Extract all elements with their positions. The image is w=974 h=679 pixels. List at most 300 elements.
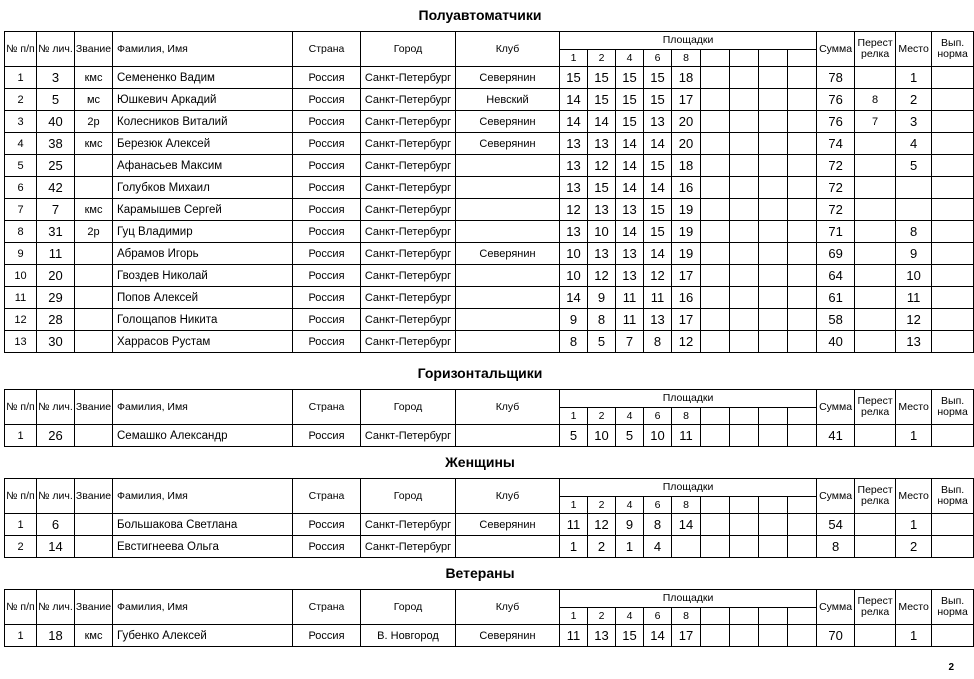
cell-score: 14 [560,287,588,309]
cell-perestrelka [855,155,896,177]
cell-score: 12 [588,265,616,287]
cell-score [701,111,730,133]
cell-rank [75,536,113,558]
cell-city: Санкт-Петербург [361,536,456,558]
cell-score [759,243,788,265]
cell-score: 19 [672,199,701,221]
cell-score [730,111,759,133]
cell-club [456,177,560,199]
cell-score: 13 [644,111,672,133]
cell-norm [932,243,974,265]
cell-score [788,425,817,447]
cell-perestrelka [855,133,896,155]
results-table [4,389,974,447]
cell-score [730,287,759,309]
header-sum: Сумма [817,479,855,514]
cell-num: 1 [5,625,37,647]
cell-score [672,536,701,558]
cell-score: 5 [588,331,616,353]
cell-num: 8 [5,221,37,243]
cell-num: 11 [5,287,37,309]
cell-num: 2 [5,89,37,111]
cell-score: 14 [672,514,701,536]
cell-score: 19 [672,243,701,265]
cell-place: 5 [896,155,932,177]
cell-score [759,287,788,309]
header-ploshadka-col: 6 [644,408,672,425]
cell-country: Россия [293,89,361,111]
cell-name: Абрамов Игорь [113,243,293,265]
cell-score [788,514,817,536]
cell-score [788,243,817,265]
header-country: Страна [293,32,361,67]
cell-score: 13 [644,309,672,331]
header-ploshadka-col [701,497,730,514]
cell-name: Семененко Вадим [113,67,293,89]
cell-city: Санкт-Петербург [361,331,456,353]
cell-score: 15 [588,177,616,199]
cell-club [456,536,560,558]
header-country: Страна [293,590,361,625]
cell-score: 10 [588,425,616,447]
cell-score: 13 [560,133,588,155]
header-city: Город [361,590,456,625]
cell-score: 17 [672,265,701,287]
cell-lic: 26 [37,425,75,447]
cell-country: Россия [293,155,361,177]
cell-score [730,199,759,221]
cell-score [730,133,759,155]
cell-lic: 18 [37,625,75,647]
cell-score: 14 [588,111,616,133]
cell-city: Санкт-Петербург [361,89,456,111]
cell-city: Санкт-Петербург [361,177,456,199]
cell-sum: 70 [817,625,855,647]
cell-rank [75,331,113,353]
cell-sum: 72 [817,177,855,199]
cell-sum: 54 [817,514,855,536]
header-ploshadka-col [788,608,817,625]
cell-score: 14 [616,133,644,155]
cell-score: 11 [672,425,701,447]
cell-num: 13 [5,331,37,353]
cell-score [788,536,817,558]
cell-score [788,331,817,353]
cell-score: 15 [616,111,644,133]
cell-lic: 25 [37,155,75,177]
cell-city: Санкт-Петербург [361,111,456,133]
table-row [5,425,974,447]
cell-rank [75,309,113,331]
header-ploshadka-col: 4 [616,608,644,625]
header-ploshadki: Площадки [560,390,817,408]
cell-score [701,425,730,447]
table-row [5,199,974,221]
cell-sum: 76 [817,89,855,111]
cell-score [788,199,817,221]
cell-score [701,67,730,89]
cell-score: 8 [644,514,672,536]
cell-num: 1 [5,67,37,89]
cell-lic: 5 [37,89,75,111]
table-row [5,625,974,647]
cell-score: 14 [644,133,672,155]
cell-norm [932,331,974,353]
cell-score [701,625,730,647]
cell-sum: 69 [817,243,855,265]
table-row [5,265,974,287]
cell-place: 2 [896,89,932,111]
table-row [5,67,974,89]
cell-score: 1 [560,536,588,558]
cell-score: 4 [644,536,672,558]
cell-score: 11 [644,287,672,309]
cell-score [730,331,759,353]
cell-score [788,177,817,199]
header-city: Город [361,32,456,67]
cell-score: 12 [588,155,616,177]
cell-score: 20 [672,111,701,133]
cell-score: 8 [644,331,672,353]
cell-city: Санкт-Петербург [361,133,456,155]
cell-score: 13 [560,221,588,243]
header-ploshadka-col: 1 [560,497,588,514]
header-ploshadka-col: 6 [644,50,672,67]
cell-score [759,265,788,287]
cell-club [456,425,560,447]
cell-club: Северянин [456,514,560,536]
cell-name: Гуц Владимир [113,221,293,243]
header-sum: Сумма [817,590,855,625]
cell-score: 14 [560,111,588,133]
cell-name: Колесников Виталий [113,111,293,133]
cell-country: Россия [293,243,361,265]
table-row [5,243,974,265]
cell-perestrelka [855,425,896,447]
header-lic: № лич. [37,32,75,67]
cell-score: 14 [616,221,644,243]
cell-lic: 20 [37,265,75,287]
header-ploshadka-col: 2 [588,408,616,425]
header-country: Страна [293,479,361,514]
cell-score [788,309,817,331]
header-ploshadka-col: 1 [560,50,588,67]
cell-city: Санкт-Петербург [361,287,456,309]
cell-score: 15 [644,89,672,111]
cell-place [896,177,932,199]
cell-score [730,67,759,89]
cell-country: Россия [293,287,361,309]
cell-country: Россия [293,625,361,647]
cell-score [759,221,788,243]
section-title: Женщины [445,454,515,470]
header-perestrelka: Перест релка [855,479,896,514]
cell-sum: 8 [817,536,855,558]
header-place: Место [896,390,932,425]
header-ploshadki: Площадки [560,590,817,608]
cell-city: Санкт-Петербург [361,221,456,243]
cell-score [730,177,759,199]
cell-norm [932,177,974,199]
cell-country: Россия [293,221,361,243]
cell-club [456,309,560,331]
cell-score: 17 [672,309,701,331]
cell-perestrelka [855,514,896,536]
cell-score [701,199,730,221]
header-name: Фамилия, Имя [113,390,293,425]
cell-country: Россия [293,199,361,221]
table-row [5,287,974,309]
cell-rank: 2р [75,111,113,133]
header-city: Город [361,390,456,425]
cell-num: 6 [5,177,37,199]
cell-score: 15 [616,625,644,647]
cell-perestrelka [855,199,896,221]
cell-score: 14 [560,89,588,111]
cell-lic: 40 [37,111,75,133]
cell-score: 14 [644,243,672,265]
table-row [5,536,974,558]
cell-norm [932,199,974,221]
cell-score: 17 [672,89,701,111]
cell-norm [932,155,974,177]
cell-rank [75,155,113,177]
cell-score [730,514,759,536]
cell-score [759,514,788,536]
cell-score: 7 [616,331,644,353]
cell-score [730,155,759,177]
cell-name: Юшкевич Аркадий [113,89,293,111]
cell-score: 14 [644,177,672,199]
cell-score: 13 [560,155,588,177]
cell-score: 8 [588,309,616,331]
cell-lic: 11 [37,243,75,265]
header-ploshadka-col: 4 [616,408,644,425]
cell-score [788,133,817,155]
header-country: Страна [293,390,361,425]
cell-score [788,67,817,89]
cell-score: 13 [588,243,616,265]
cell-club: Северянин [456,133,560,155]
cell-score: 13 [588,625,616,647]
header-norm: Вып. норма [932,390,974,425]
cell-place [896,199,932,221]
cell-score: 2 [588,536,616,558]
cell-num: 1 [5,425,37,447]
cell-lic: 38 [37,133,75,155]
cell-score: 12 [588,514,616,536]
cell-sum: 40 [817,331,855,353]
header-ploshadka-col: 1 [560,608,588,625]
cell-place: 1 [896,625,932,647]
header-ploshadka-col: 8 [672,408,701,425]
header-perestrelka: Перест релка [855,390,896,425]
cell-num: 9 [5,243,37,265]
table-row [5,514,974,536]
cell-club: Северянин [456,67,560,89]
cell-rank [75,265,113,287]
cell-lic: 7 [37,199,75,221]
cell-score: 11 [560,514,588,536]
cell-name: Большакова Светлана [113,514,293,536]
table-row [5,89,974,111]
cell-score [788,221,817,243]
cell-rank: кмс [75,625,113,647]
cell-perestrelka: 8 [855,89,896,111]
cell-score: 12 [644,265,672,287]
cell-norm [932,111,974,133]
cell-score [730,243,759,265]
cell-name: Харрасов Рустам [113,331,293,353]
cell-score: 14 [644,625,672,647]
cell-score [701,221,730,243]
cell-country: Россия [293,133,361,155]
cell-club [456,265,560,287]
cell-num: 12 [5,309,37,331]
cell-country: Россия [293,111,361,133]
cell-score: 11 [616,287,644,309]
section-title: Полуавтоматчики [418,7,542,23]
header-lic: № лич. [37,479,75,514]
cell-perestrelka [855,536,896,558]
cell-score: 9 [560,309,588,331]
results-table [4,478,974,558]
cell-place: 1 [896,425,932,447]
header-ploshadka-col [759,608,788,625]
header-place: Место [896,32,932,67]
cell-name: Афанасьев Максим [113,155,293,177]
cell-score: 15 [644,199,672,221]
cell-place: 2 [896,536,932,558]
cell-score [730,536,759,558]
cell-score: 15 [644,67,672,89]
cell-place: 13 [896,331,932,353]
cell-score [730,89,759,111]
cell-city: Санкт-Петербург [361,243,456,265]
cell-norm [932,514,974,536]
header-ploshadka-col: 2 [588,50,616,67]
table-row [5,177,974,199]
cell-norm [932,287,974,309]
cell-score: 17 [672,625,701,647]
cell-perestrelka [855,309,896,331]
cell-score [730,265,759,287]
cell-rank: кмс [75,133,113,155]
cell-rank [75,425,113,447]
cell-city: Санкт-Петербург [361,155,456,177]
header-name: Фамилия, Имя [113,590,293,625]
header-ploshadka-col: 2 [588,608,616,625]
cell-score [701,243,730,265]
cell-score: 13 [616,265,644,287]
cell-score [759,425,788,447]
cell-lic: 31 [37,221,75,243]
cell-place: 12 [896,309,932,331]
cell-rank [75,243,113,265]
cell-score: 13 [616,199,644,221]
cell-norm [932,536,974,558]
cell-num: 1 [5,514,37,536]
cell-score: 15 [588,89,616,111]
cell-score [701,89,730,111]
cell-score [701,177,730,199]
cell-sum: 72 [817,199,855,221]
cell-score: 18 [672,67,701,89]
cell-score [759,111,788,133]
cell-perestrelka [855,67,896,89]
cell-score [701,265,730,287]
cell-score: 15 [616,89,644,111]
cell-score: 20 [672,133,701,155]
header-lic: № лич. [37,390,75,425]
cell-lic: 30 [37,331,75,353]
cell-score [759,309,788,331]
cell-num: 5 [5,155,37,177]
cell-club: Северянин [456,625,560,647]
cell-rank [75,287,113,309]
cell-score [730,425,759,447]
cell-score: 15 [644,221,672,243]
header-ploshadka-col [701,408,730,425]
header-ploshadka-col [730,497,759,514]
header-ploshadka-col: 4 [616,50,644,67]
cell-score [730,221,759,243]
cell-name: Карамышев Сергей [113,199,293,221]
cell-place: 10 [896,265,932,287]
cell-city: Санкт-Петербург [361,199,456,221]
cell-city: Санкт-Петербург [361,265,456,287]
header-norm: Вып. норма [932,590,974,625]
cell-sum: 76 [817,111,855,133]
cell-sum: 41 [817,425,855,447]
cell-club: Северянин [456,243,560,265]
header-ploshadka-col: 2 [588,497,616,514]
cell-rank [75,177,113,199]
header-club: Клуб [456,32,560,67]
cell-score [730,625,759,647]
cell-rank: 2р [75,221,113,243]
cell-score: 12 [672,331,701,353]
header-rank: Звание [75,479,113,514]
cell-score: 16 [672,287,701,309]
cell-norm [932,67,974,89]
cell-country: Россия [293,331,361,353]
cell-score: 15 [616,67,644,89]
cell-name: Голубков Михаил [113,177,293,199]
cell-perestrelka [855,287,896,309]
header-num: № п/п [5,590,37,625]
cell-club [456,199,560,221]
table-row [5,133,974,155]
header-ploshadka-col: 8 [672,608,701,625]
cell-norm [932,625,974,647]
cell-rank: кмс [75,67,113,89]
cell-name: Попов Алексей [113,287,293,309]
table-row [5,331,974,353]
cell-club: Северянин [456,111,560,133]
header-sum: Сумма [817,32,855,67]
cell-score [759,67,788,89]
cell-score: 1 [616,536,644,558]
header-city: Город [361,479,456,514]
cell-perestrelka [855,243,896,265]
cell-num: 7 [5,199,37,221]
cell-score [701,309,730,331]
cell-score [759,177,788,199]
header-norm: Вып. норма [932,479,974,514]
cell-norm [932,309,974,331]
header-ploshadka-col: 8 [672,50,701,67]
